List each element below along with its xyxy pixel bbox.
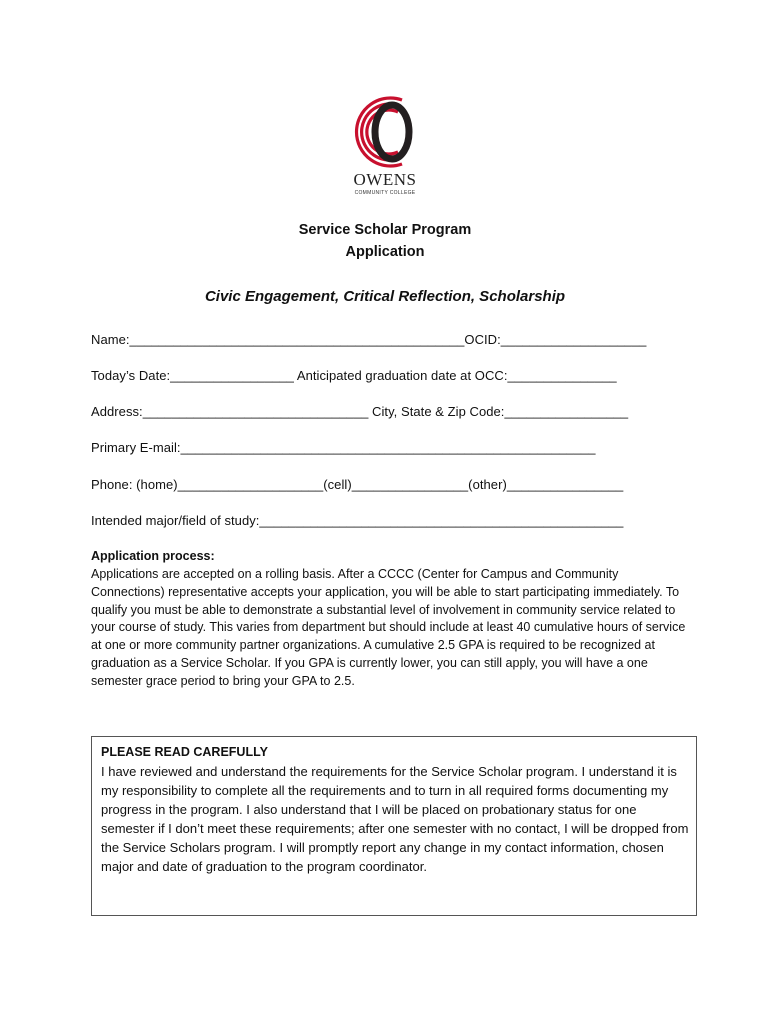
notice-body: I have reviewed and understand the requirements for the Service Scholar program. I understand it is my responsibility to complete all the requirements and to turn in all required forms documenting my progress in the program. I also understand that I will be placed on probationary status for one semester if I don’t meet these requirements; after one semester with no contact, I will be dropped from the Service Scholars program. I will promptly report any change in my contact information, chosen major and date of graduation to the program coordinator. <box>101 764 689 874</box>
logo-wordmark: OWENS <box>353 170 417 189</box>
page-subtitle: Civic Engagement, Critical Reflection, Scholarship <box>204 288 566 305</box>
owens-logo <box>340 94 430 204</box>
process-heading: Application process: <box>91 549 215 563</box>
address-field[interactable]: Address:_______________________________ City, State & Zip Code:_________________ <box>91 404 629 419</box>
notice-box <box>91 736 697 916</box>
email-field[interactable]: Primary E-mail:_________________________________________________________ <box>91 440 596 455</box>
date-graduation-field[interactable]: Today’s Date:_________________ Anticipated graduation date at OCC:_______________ <box>91 368 617 383</box>
process-body: Applications are accepted on a rolling basis. After a CCCC (Center for Campus and Community Connections) representative accepts your application, you will be able to start participating immediately. To qualify you must be able to demonstrate a substantial level of involvement in community service related to your course of study. This varies from department but should include at least 40 cumulative hours of service at one or more community partner organizations. A cumulative 2.5 GPA is required to be recognized at graduation as a Service Scholar. If you GPA is currently lower, you can still apply, you will have a one semester grace period to bring your GPA to 2.5. <box>91 567 686 688</box>
name-ocid-field[interactable]: Name:______________________________________________OCID:____________________ <box>91 332 647 347</box>
owens-c-o-mark-icon <box>340 94 430 170</box>
notice-heading: PLEASE READ CAREFULLY <box>101 745 268 759</box>
logo-subtext: COMMUNITY COLLEGE <box>354 190 416 196</box>
page-title-line2: Application <box>345 244 425 260</box>
phone-field[interactable]: Phone: (home)____________________(cell)________________(other)________________ <box>91 477 624 492</box>
major-field[interactable]: Intended major/field of study:__________________________________________________ <box>91 513 624 528</box>
page-title: Service Scholar Program <box>298 222 472 238</box>
